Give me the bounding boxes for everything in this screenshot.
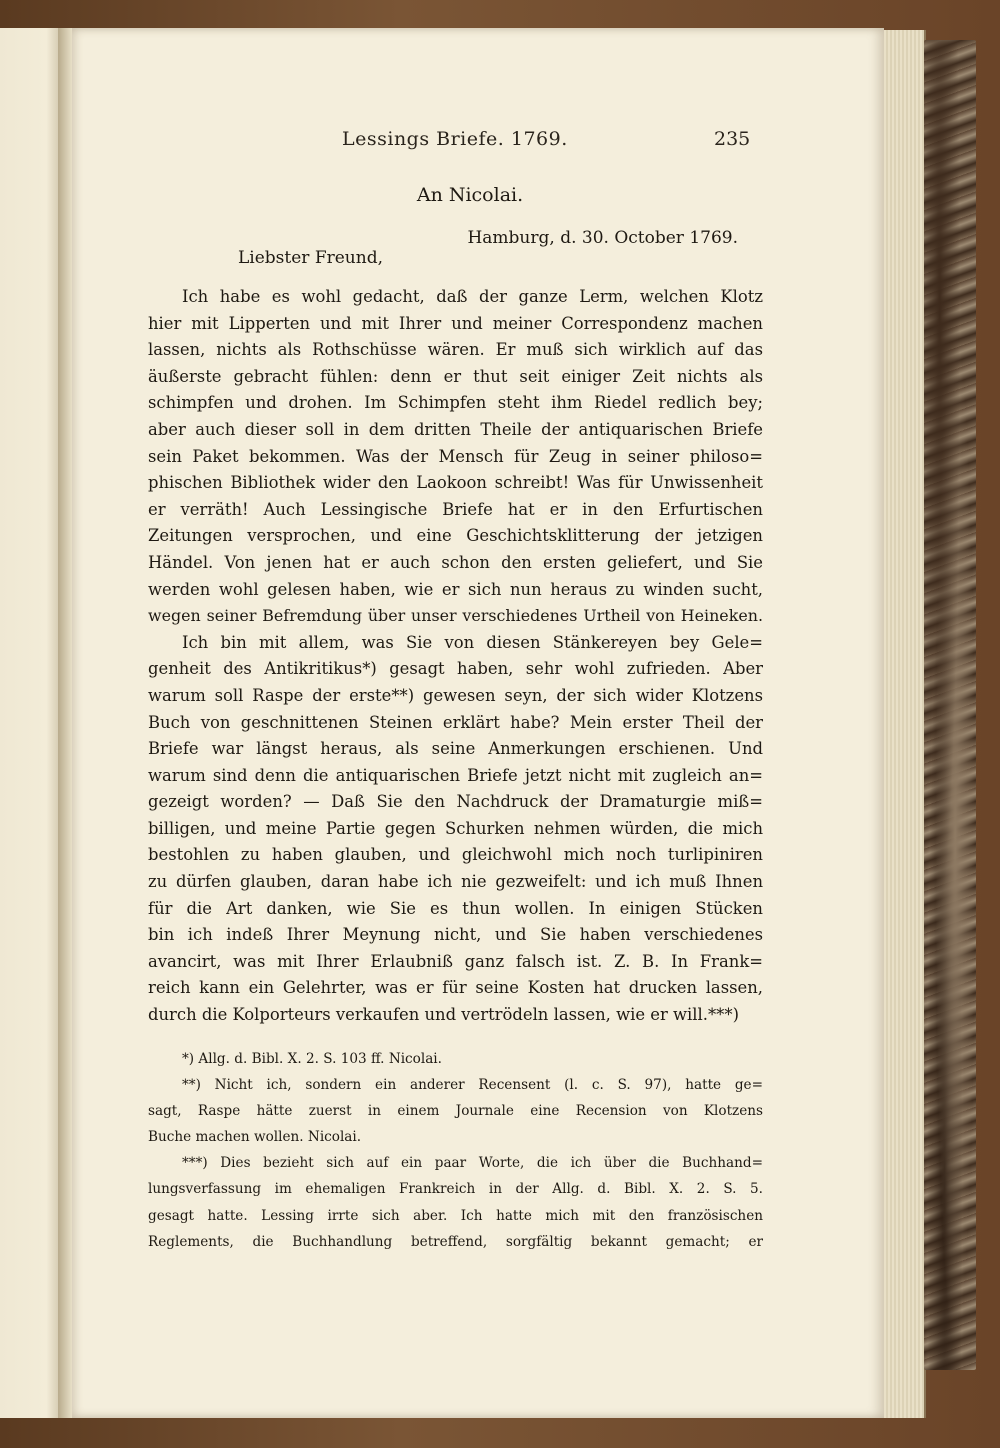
running-title: Lessings Briefe. 1769. bbox=[342, 128, 568, 150]
text-line: Zeitungen versprochen, und eine Geschichtsklitterung der jetzigen bbox=[148, 526, 763, 546]
footnote-line: ***) Dies bezieht sich auf ein paar Worte, die ich über die Buchhand= bbox=[182, 1155, 763, 1172]
letter-body bbox=[148, 284, 763, 1029]
text-line: sein Paket bekommen. Was der Mensch für Zeug in seiner philoso= bbox=[148, 446, 763, 466]
text-line: Händel. Von jenen hat er auch schon den ersten geliefert, und Sie bbox=[148, 552, 763, 572]
letter-heading-text: An Nicolai. bbox=[416, 184, 524, 206]
text-line: wegen seiner Befremdung über unser verschiedenes Urtheil von Heineken. bbox=[148, 606, 763, 626]
letter-heading bbox=[72, 184, 884, 206]
text-line: Buch von geschnittenen Steinen erklärt habe? Mein erster Theil der bbox=[148, 712, 763, 732]
text-line: bin ich indeß Ihrer Meynung nicht, und Sie haben verschiedenes bbox=[148, 925, 763, 945]
footnote-line: *) Allg. d. Bibl. X. 2. S. 103 ff. Nicolai. bbox=[182, 1051, 442, 1067]
text-line: Briefe war längst heraus, als seine Anmerkungen erschienen. Und bbox=[148, 739, 763, 759]
left-page-edge bbox=[0, 28, 60, 1418]
footnotes bbox=[148, 1046, 763, 1255]
footnote-line: **) Nicht ich, sondern ein anderer Recensent (l. c. S. 97), hatte ge= bbox=[182, 1077, 763, 1094]
text-line: durch die Kolporteurs verkaufen und vertrödeln lassen, wie er will.***) bbox=[148, 1005, 739, 1025]
text-line: phischen Bibliothek wider den Laokoon schreibt! Was für Unwissenheit bbox=[148, 473, 763, 493]
page-number: 235 bbox=[714, 128, 751, 150]
text-line: aber auch dieser soll in dem dritten Theile der antiquarischen Briefe bbox=[148, 419, 763, 439]
text-line: zu dürfen glauben, daran habe ich nie gezweifelt: und ich muß Ihnen bbox=[148, 872, 763, 892]
footnote-line: Buche machen wollen. Nicolai. bbox=[148, 1129, 362, 1146]
text-line: Ich habe es wohl gedacht, daß der ganze Lerm, welchen Klotz bbox=[182, 287, 763, 306]
text-line: äußerste gebracht fühlen: denn er thut seit einiger Zeit nichts als bbox=[148, 366, 763, 386]
marbled-cover bbox=[924, 40, 976, 1370]
text-line: billigen, und meine Partie gegen Schurken nehmen würden, die mich bbox=[148, 818, 763, 838]
text-line: avancirt, was mit Ihrer Erlaubniß ganz falsch ist. Z. B. In Frank= bbox=[148, 951, 763, 971]
footnote-line: Reglements, die Buchhandlung betreffend, sorgfältig bekannt gemacht; er bbox=[148, 1233, 763, 1250]
text-line: warum sind denn die antiquarischen Briefe jetzt nicht mit zugleich an= bbox=[148, 765, 763, 785]
text-line: werden wohl gelesen haben, wie er sich nun heraus zu winden sucht, bbox=[148, 579, 763, 599]
text-line: gezeigt worden? — Daß Sie den Nachdruck der Dramaturgie miß= bbox=[148, 792, 763, 812]
page-edges bbox=[884, 30, 926, 1418]
text-line: Ich bin mit allem, was Sie von diesen Stänkereyen bey Gele= bbox=[182, 632, 763, 652]
text-line: für die Art danken, wie Sie es thun wollen. In einigen Stücken bbox=[148, 898, 763, 918]
salutation: Liebster Freund, bbox=[238, 248, 383, 268]
footnote-line: sagt, Raspe hätte zuerst in einem Journale eine Recension von Klotzens bbox=[148, 1103, 763, 1120]
footnote-line: gesagt hatte. Lessing irrte sich aber. Ich hatte mich mit den französischen bbox=[148, 1207, 763, 1224]
text-line: er verräth! Auch Lessingische Briefe hat er in den Erfurtischen bbox=[148, 499, 763, 519]
footnote-line: lungsverfassung im ehemaligen Frankreich in der Allg. d. Bibl. X. 2. S. 5. bbox=[148, 1181, 763, 1198]
dateline: Hamburg, d. 30. October 1769. bbox=[467, 228, 738, 248]
text-line: bestohlen zu haben glauben, und gleichwohl mich noch turlipiniren bbox=[148, 845, 763, 865]
running-header bbox=[72, 128, 884, 156]
text-line: genheit des Antikritikus*) gesagt haben, sehr wohl zufrieden. Aber bbox=[148, 659, 763, 679]
text-line: lassen, nichts als Rothschüsse wären. Er muß sich wirklich auf das bbox=[148, 340, 763, 360]
text-line: hier mit Lipperten und mit Ihrer und meiner Correspondenz machen bbox=[148, 313, 763, 333]
text-line: warum soll Raspe der erste**) gewesen seyn, der sich wider Klotzens bbox=[148, 685, 763, 705]
text-line: schimpfen und drohen. Im Schimpfen steht ihm Riedel redlich bey; bbox=[148, 393, 763, 413]
text-line: reich kann ein Gelehrter, was er für seine Kosten hat drucken lassen, bbox=[148, 978, 763, 998]
book-gutter bbox=[58, 28, 72, 1418]
